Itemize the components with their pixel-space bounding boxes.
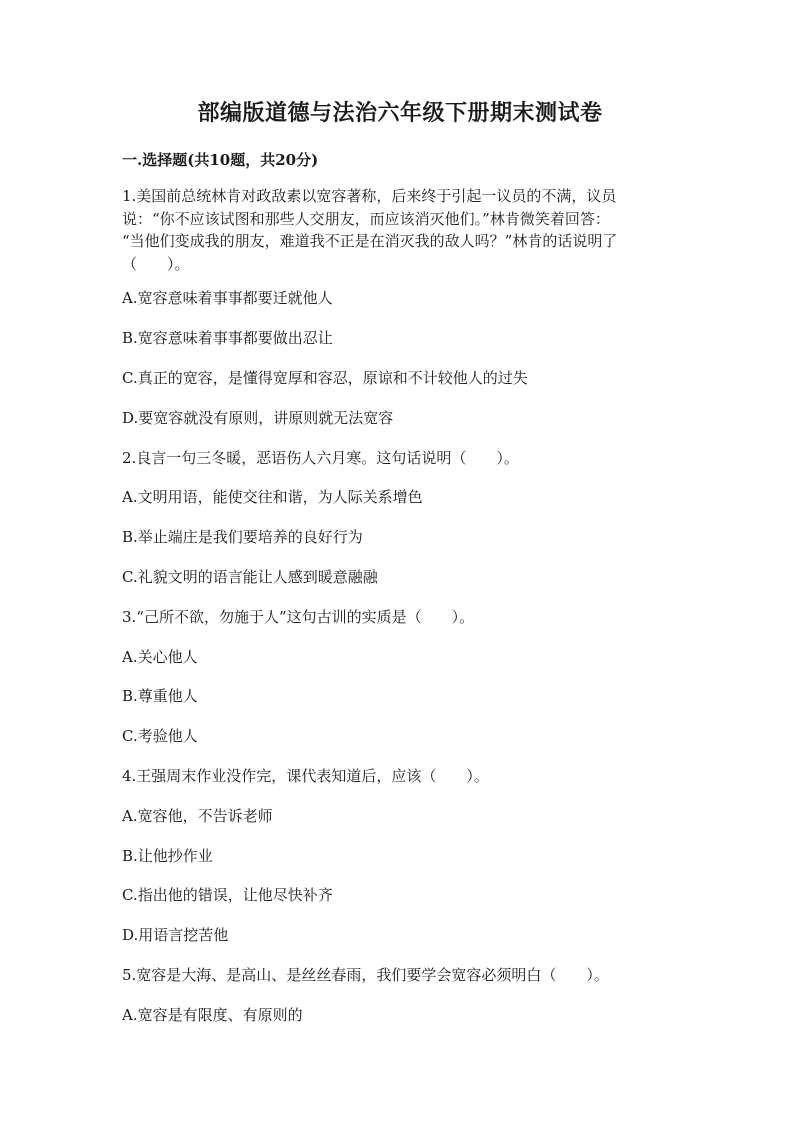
question-3-stem: 3.“己所不欲，勿施于人”这句古训的实质是（ ）。 xyxy=(122,608,475,626)
question-4-option-d: D.用语言挖苦他 xyxy=(122,926,229,944)
section-heading: 一.选择题(共10题，共20分) xyxy=(122,151,319,169)
question-1-option-c: C.真正的宽容，是懂得宽厚和容忍，原谅和不计较他人的过失 xyxy=(122,369,528,387)
question-2-option-b: B.举止端庄是我们要培养的良好行为 xyxy=(122,528,363,546)
question-5-option-a: A.宽容是有限度、有原则的 xyxy=(122,1006,303,1024)
question-1-option-a: A.宽容意味着事事都要迁就他人 xyxy=(122,289,333,307)
question-4-option-a: A.宽容他，不告诉老师 xyxy=(122,807,273,825)
question-4-option-b: B.让他抄作业 xyxy=(122,847,213,865)
question-1-stem-line: 1.美国前总统林肯对政敌素以宽容著称，后来终于引起一议员的不满，议员 xyxy=(122,187,617,205)
question-2-option-c: C.礼貌文明的语言能让人感到暖意融融 xyxy=(122,568,378,586)
page-title: 部编版道德与法治六年级下册期末测试卷 xyxy=(197,100,603,126)
question-2-option-a: A.文明用语，能使交往和谐，为人际关系增色 xyxy=(122,488,423,506)
question-1-option-b: B.宽容意味着事事都要做出忍让 xyxy=(122,329,333,347)
question-2-stem: 2.良言一句三冬暖，恶语伤人六月寒。这句话说明（ ）。 xyxy=(122,449,519,467)
question-3-option-b: B.尊重他人 xyxy=(122,687,198,705)
question-4-option-c: C.指出他的错误，让他尽快补齐 xyxy=(122,886,333,904)
question-5-stem: 5.宽容是大海、是高山、是丝丝春雨，我们要学会宽容必须明白（ ）。 xyxy=(122,966,609,984)
question-1-stem-line: “当他们变成我的朋友，难道我不正是在消灭我的敌人吗？”林肯的话说明了 xyxy=(122,232,618,250)
question-4-stem: 4.王强周末作业没作完，课代表知道后，应该（ ）。 xyxy=(122,767,489,785)
question-3-option-c: C.考验他人 xyxy=(122,727,198,745)
question-1-option-d: D.要宽容就没有原则，讲原则就无法宽容 xyxy=(122,409,394,427)
question-3-option-a: A.关心他人 xyxy=(122,648,198,666)
question-1-stem-line: （ ）。 xyxy=(122,254,190,273)
question-1-stem-line: 说：“你不应该试图和那些人交朋友，而应该消灭他们。”林肯微笑着回答： xyxy=(122,209,610,228)
question-1-stem xyxy=(122,185,682,275)
